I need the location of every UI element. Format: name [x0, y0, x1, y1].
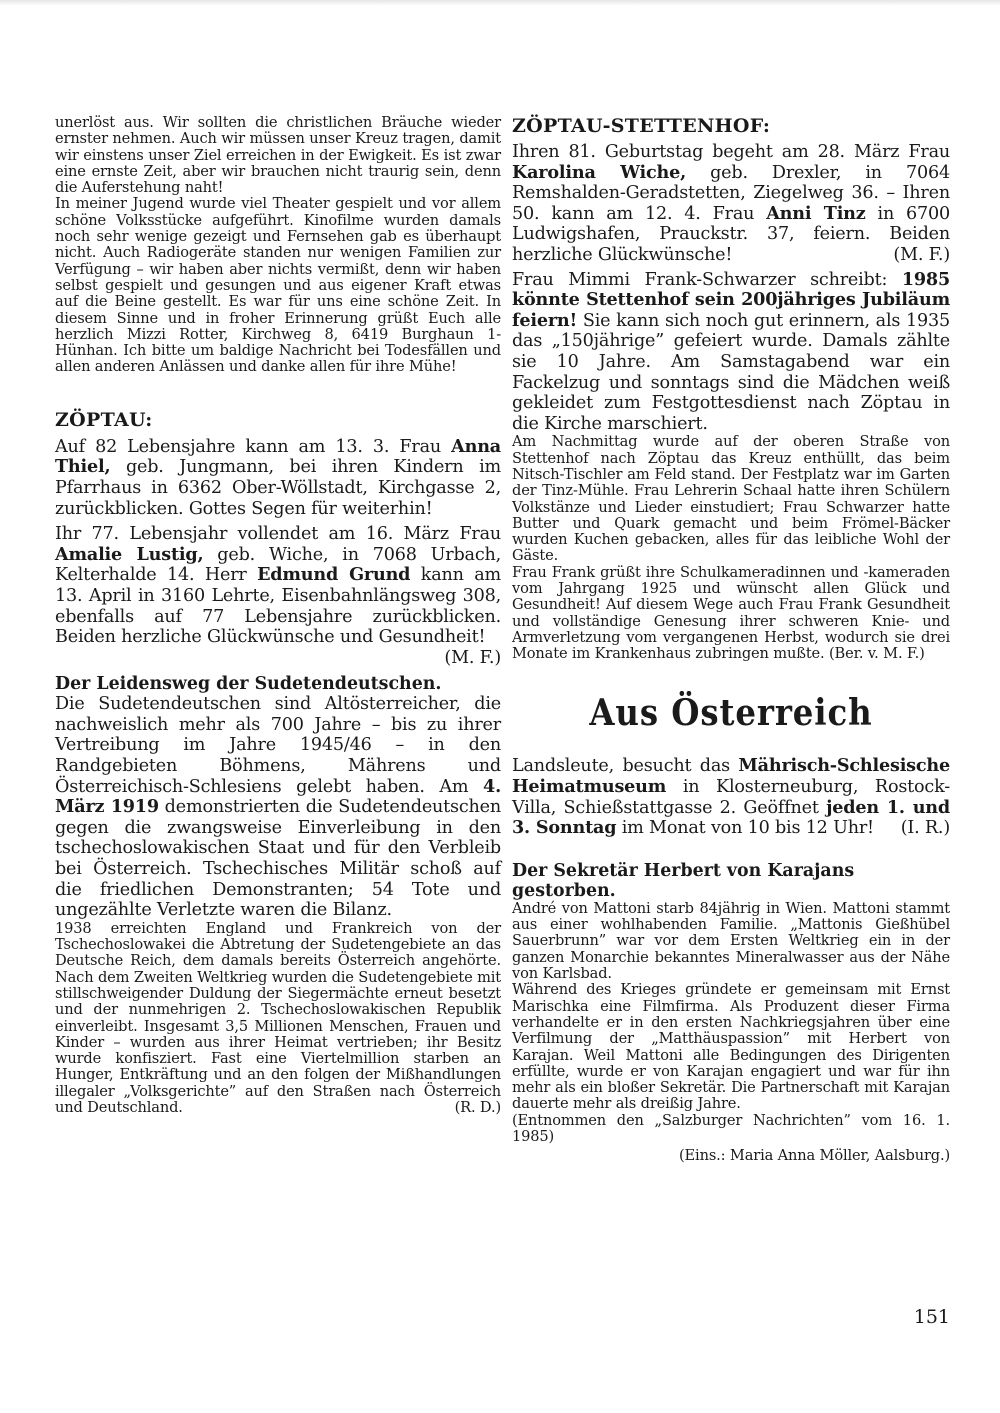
- person-name: Edmund Grund: [257, 564, 411, 586]
- stettenhof-paragraph-3: Am Nachmittag wurde auf der oberen Straße von Stettenhof nach Zöptau das Kreuz enthüllt, das beim Nitsch-Tischler am Feld stand. Der Festplatz war im Garten der Tinz-Mühle. Frau Lehrerin Schaal hatte ihren Schülern Volkstänze und Lieder einstudiert; Frau Schwarzer hatte Butter und Quark gemacht und beim Frömel-Bäcker wurden Kuchen gebacken, alles für das leibliche Wohl der Gäste.: [512, 433, 950, 565]
- person-name: Anni Tinz: [766, 202, 866, 224]
- sudeten-paragraph-2: 1938 erreichten England und Frankreich von der Tschechoslowakei die Abtretung der Sudetengebiete an das Deutsche Reich, dem damals bereits Österreich angehörte. Nach dem Zweiten Weltkrieg wurden die Sudetengebiete mit stillschweigender Duldung der Siegermächte erneut besetzt und der nunmehrigen 2. Tschechoslowakischen Republik einverleibt. Insgesamt 3,5 Millionen Menschen, Frauen und Kinder – wurden aus ihrer Heimat vertrieben; ihr Besitz wurde konfisziert. Fast eine Viertelmillion starben an Hunger, Entkräftung und an den folgen der Mißhandlungen illegaler „Volksgerichte” auf den Straßen nach Österreich und Deutschland. (R. D.): [55, 919, 501, 1117]
- section-title-zoeptau: ZÖPTAU:: [55, 408, 153, 431]
- author-signature: (I. R.): [900, 818, 950, 839]
- article-title-sudeten: Der Leidensweg der Sudetendeutschen.: [55, 674, 442, 695]
- sudeten-paragraph-1: Die Sudetendeutschen sind Altösterreicher, die nachweislich mehr als 700 Jahre – bis zu ihrer Vertreibung im Jahre 1945/46 – in den Randgebieten Böhmens, Mährens und Österreichisch-Schlesiens gelebt haben. Am 4. März 1919 demonstrierten die Sudetendeutschen gegen die zwangsweise Einverleibung in den tschechoslowakischen Staat und für den Verbleib bei Österreich. Tschechisches Militär schoß auf die friedlichen Demonstranten; 54 Tote und ungezählte Verletzte waren die Bilanz.: [55, 694, 501, 921]
- karajan-paragraph-2: Während des Krieges gründete er gemeinsam mit Ernst Marischka eine Filmfirma. Als Produzent dieser Firma verhandelte er in den ersten Nachkriegsjahren über eine Verfilmung der „Matthäuspassion” mit Herbert von Karajan. Weil Mattoni alle Bedingungen des Dirigenten erfüllte, wurde er von Karajan engagiert und war für ihn mehr als ein bloßer Sekretär. Die Partnerschaft mit Karajan dauerte mehr als dreißig Jahre.: [512, 981, 950, 1113]
- karajan-source: (Entnommen den „Salzburger Nachrichten” vom 16. 1. 1985): [512, 1111, 950, 1145]
- person-name: Anna Thiel,: [55, 435, 501, 478]
- person-name: Amalie Lustig,: [55, 543, 204, 565]
- zoeptau-paragraph-1: Auf 82 Lebensjahre kann am 13. 3. Frau Anna Thiel, geb. Jungmann, bei ihren Kindern im Pfarrhaus in 6362 Ober-Wöllstadt, Kirchgasse 2, zurückblicken. Gottes Segen für weiterhin!: [55, 435, 501, 519]
- author-signature: (R. D.): [454, 1099, 501, 1117]
- intro-paragraph-1: unerlöst aus. Wir sollten die christlichen Bräuche wieder ernster nehmen. Auch wir müssen unser Kreuz tragen, damit wir einstens unser Ziel erreichen in der Ewigkeit. Es ist zwar eine ernste Zeit, aber wir brauchen nicht traurig sein, denn die Auferstehung naht!: [55, 114, 501, 197]
- museum-paragraph: Landsleute, besucht das Mährisch-Schlesische Heimatmuseum in Klosterneuburg, Rostock-Villa, Schießstattgasse 2. Geöffnet jeden 1. und 3. Sonntag im Monat von 10 bis 12 Uhr! (I. R.): [512, 755, 950, 839]
- author-signature: (M. F.): [444, 647, 501, 668]
- left-column: [55, 115, 501, 1116]
- stettenhof-paragraph-2: Frau Mimmi Frank-Schwarzer schreibt: 1985 könnte Stettenhof sein 200jähriges Jubiläum feiern! Sie kann sich noch gut erinnern, als 1935 das „150jährige” gefeiert wurde. Damals zählte sie 10 Jahre. Am Samstagabend war ein Fackelzug und sonntags sind die Mädchen weiß gekleidet zum Festgottesdienst nach Zöptau in die Kirche marschiert.: [512, 268, 950, 434]
- section-title-aus-oesterreich: Aus Österreich: [589, 692, 873, 735]
- scan-edge: [0, 0, 1000, 6]
- section-title-stettenhof: ZÖPTAU-STETTENHOF:: [512, 115, 771, 137]
- karajan-credit: (Eins.: Maria Anna Möller, Aalsburg.): [679, 1147, 950, 1165]
- zoeptau-paragraph-2: Ihr 77. Lebensjahr vollendet am 16. März Frau Amalie Lustig, geb. Wiche, in 7068 Urbach, Kelterhalde 14. Herr Edmund Grund kann am 13. April in 3160 Lehrte, Eisenbahnlängsweg 308, ebenfalls auf 77 Lebensjahre zurückblicken. Beiden herzliche Glückwünsche und Gesundheit! (M. F.): [55, 524, 502, 668]
- stettenhof-paragraph-4: Frau Frank grüßt ihre Schulkameradinnen und -kameraden vom Jahrgang 1925 und wünscht allen Glück und Gesundheit! Auf diesem Wege auch Frau Frank Gesundheit und vollständige Genesung ihrer schweren Knie- und Armverletzung vom vergangenen Herbst, wodurch sie drei Monate im Krankenhaus zubringen mußte. (Ber. v. M. F.): [512, 563, 950, 663]
- author-signature: (M. F.): [893, 244, 950, 265]
- stettenhof-paragraph-1: Ihren 81. Geburtstag begeht am 28. März Frau Karolina Wiche, geb. Drexler, in 7064 Remshalden-Geradstetten, Ziegelweg 36. – Ihren 50. kann am 12. 4. Frau Anni Tinz in 6700 Ludwigshafen, Prauckstr. 37, feiern. Beiden herzliche Glückwünsche! (M. F.): [512, 142, 950, 265]
- intro-paragraph-2: In meiner Jugend wurde viel Theater gespielt und vor allem schöne Volksstücke aufgeführt. Kinofilme wurden damals noch sehr wenige gezeigt und Fernsehen gab es überhaupt nicht. Auch Radiogeräte standen nur wenigen Familien zur Verfügung – wir haben aber nichts vermißt, denn wir haben selbst gespielt und gesungen und aus eigener Kraft etwas auf die Beine gestellt. Es war für uns eine schöne Zeit. In diesem Sinne und in froher Erinnerung grüßt Euch alle herzlich Mizzi Rotter, Kirchweg 8, 6419 Burghaun 1-Hünhan. Ich bitte um baldige Nachricht bei Todesfällen und allen anderen Anlässen und danke allen für ihre Mühe!: [55, 195, 501, 376]
- karajan-paragraph-1: André von Mattoni starb 84jährig in Wien. Mattoni stammt aus einer wohlhabenden Familie. „Mattonis Gießhübel Sauerbrunn” war vor dem Ersten Weltkrieg ein in der ganzen Monarchie bekanntes Mineralwasser aus der Nähe von Karlsbad.: [512, 899, 950, 983]
- right-column: [512, 115, 950, 1165]
- person-name: Karolina Wiche,: [512, 161, 687, 183]
- page-number: 151: [913, 1306, 950, 1328]
- article-title-karajan: Der Sekretär Herbert von Karajans gestorben.: [512, 860, 855, 901]
